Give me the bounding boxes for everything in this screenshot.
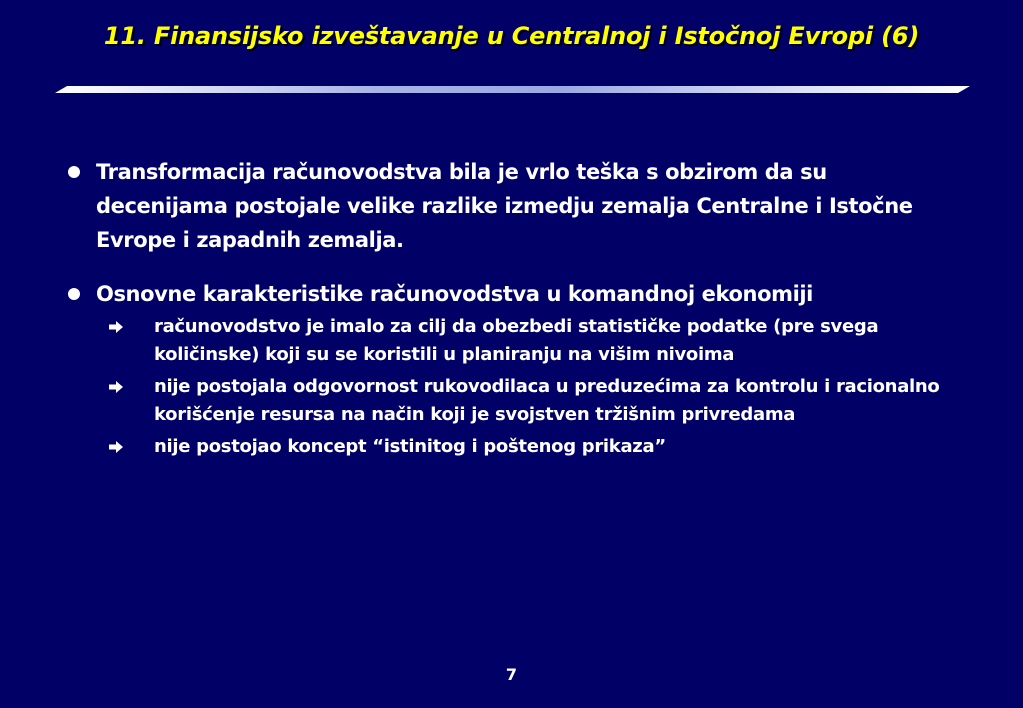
bullet-item [62, 155, 962, 257]
sub-bullet-text: računovodstvo je imalo za cilj da obezbedi statističke podatke (pre svega količinske) koji su se koristili u planiranju na višim nivoima [154, 316, 879, 365]
page-number: 7 [505, 665, 518, 684]
sub-bullet-item [108, 373, 962, 429]
slide-title: 11. Finansijsko izveštavanje u Centralnoj i Istočnoj Evropi (6) [103, 22, 920, 50]
bullet-dot-icon [68, 288, 80, 300]
bullet-text: Transformacija računovodstva bila je vrlo teška s obzirom da su decenijama postojale velike razlike izmedju zemalja Centralne i Istočne Evrope i zapadnih zemalja. [96, 160, 913, 252]
sub-bullet-text: nije postojao koncept “istinitog i poštenog prikaza” [154, 436, 666, 457]
bullet-dot-icon [68, 166, 80, 178]
right-arrow-icon [108, 380, 124, 394]
sub-bullet-text: nije postojala odgovornost rukovodilaca u preduzećima za kontrolu i racionalno korišćenje resursa na način koji je svojstven tržišnim privredama [154, 376, 940, 425]
sub-bullet-item [108, 313, 962, 369]
right-arrow-icon [108, 440, 124, 454]
bullet-item [62, 277, 962, 311]
sub-bullet-item [108, 433, 962, 461]
title-divider [55, 84, 970, 96]
sub-bullet-list [62, 313, 962, 461]
right-arrow-icon [108, 320, 124, 334]
bullet-text: Osnovne karakteristike računovodstva u komandnoj ekonomiji [96, 282, 813, 306]
slide-content [62, 155, 962, 461]
